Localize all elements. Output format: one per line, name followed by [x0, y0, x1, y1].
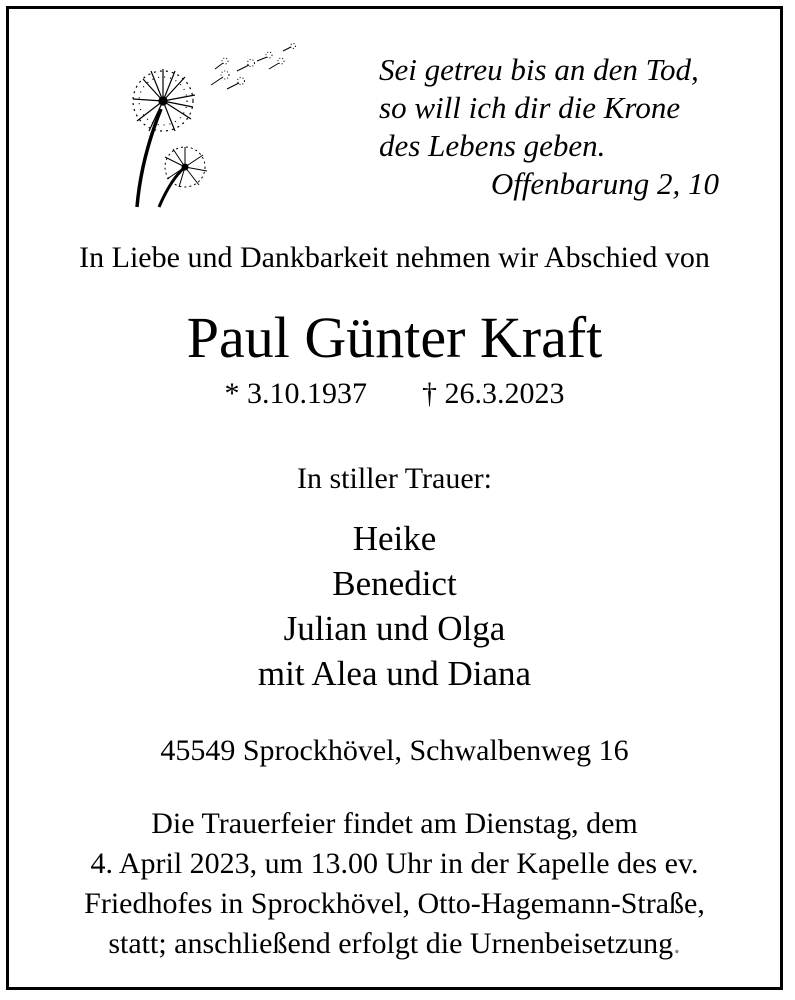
bible-verse — [379, 51, 759, 203]
death-date: † 26.3.2023 — [422, 377, 565, 410]
ceremony-line: statt; anschließend erfolgt die Urnenbeisetzung — [108, 927, 674, 960]
birth-date: * 3.10.1937 — [224, 377, 367, 410]
deceased-name: Paul Günter Kraft — [186, 305, 603, 370]
ceremony-notice — [9, 804, 780, 964]
ceremony-end-mark: . — [673, 927, 681, 960]
verse-line: so will ich dir die Krone — [379, 90, 681, 125]
life-dates — [9, 377, 780, 411]
mourners-list — [9, 516, 780, 696]
address: 45549 Sprockhövel, Schwalbenweg 16 — [160, 734, 629, 767]
intro-text: In Liebe und Dankbarkeit nehmen wir Abschied von — [79, 241, 710, 274]
ceremony-line: 4. April 2023, um 13.00 Uhr in der Kapelle des ev. — [90, 847, 699, 880]
verse-line: des Lebens geben. — [379, 128, 606, 163]
ceremony-line-last — [9, 924, 780, 964]
verse-reference: Offenbarung 2, 10 — [490, 166, 719, 201]
mourner: mit Alea und Diana — [257, 654, 532, 693]
ceremony-line: Friedhofes in Sprockhövel, Otto-Hagemann-Straße, — [84, 887, 705, 920]
obituary-frame — [6, 6, 783, 990]
dandelion-icon — [119, 39, 309, 214]
mourner: Heike — [352, 519, 437, 558]
mourner: Benedict — [332, 564, 457, 603]
mourning-heading: In stiller Trauer: — [297, 462, 492, 495]
ceremony-line: Die Trauerfeier findet am Dienstag, dem — [151, 807, 638, 840]
verse-line: Sei getreu bis an den Tod, — [379, 52, 699, 87]
mourner: Julian und Olga — [283, 609, 506, 648]
